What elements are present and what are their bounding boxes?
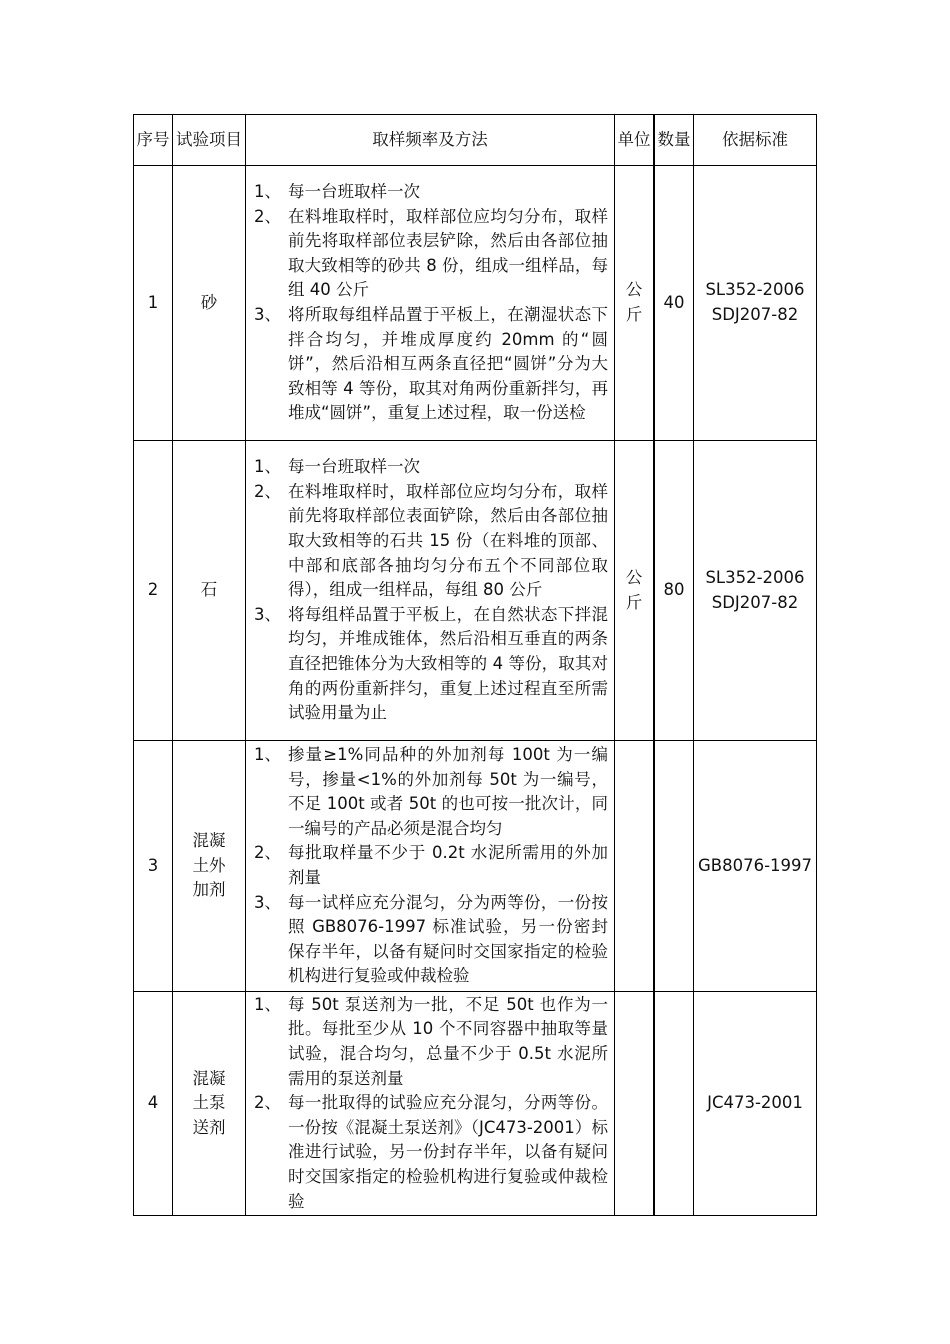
table-body — [134, 166, 817, 1216]
table-row — [134, 166, 817, 441]
method-steps — [246, 743, 614, 989]
cell-method — [246, 992, 615, 1216]
cell-method — [246, 166, 615, 441]
cell-item: 混凝土泵送剂 — [173, 992, 246, 1216]
standard-code: GB8076-1997 — [697, 855, 813, 875]
cell-unit — [615, 992, 655, 1216]
step-text: 将所取每组样品置于平板上，在潮湿状态下拌合均匀，并堆成厚度约 20mm 的“圆饼”，然后沿相互两条直径把“圆饼”分为大致相等 4 等份，取其对角两份重新拌匀，再堆成“圆饼”，重复上述过程，取一份送检 — [288, 305, 608, 423]
step-number: 1、 — [254, 457, 281, 477]
step-text: 每一台班取样一次 — [288, 457, 420, 477]
header-standard: 依据标准 — [694, 115, 817, 166]
cell-qty: 40 — [654, 166, 694, 441]
cell-method — [246, 441, 615, 741]
standard-code: SDJ207-82 — [711, 305, 799, 324]
cell-unit: 公斤 — [615, 166, 655, 441]
cell-seq: 4 — [134, 992, 173, 1216]
table-row — [134, 741, 817, 992]
method-step — [254, 841, 608, 890]
header-row — [134, 115, 817, 166]
cell-qty — [654, 741, 694, 992]
standard-code: SL352-2006 — [705, 280, 805, 300]
step-text: 在料堆取样时，取样部位应均匀分布，取样前先将取样部位表面铲除，然后由各部位抽取大致相等的石共 15 份（在料堆的顶部、中部和底部各抽均匀分布五个不同部位取得），组成一组样品，每组 80 公斤 — [288, 481, 608, 600]
standard-code: SDJ207-82 — [711, 592, 799, 612]
step-text: 在料堆取样时，取样部位应均匀分布，取样前先将取样部位表层铲除，然后由各部位抽取大致相等的砂共 8 份，组成一组样品，每组 40 公斤 — [288, 206, 608, 300]
method-step — [254, 205, 608, 303]
step-number: 2、 — [254, 1093, 281, 1113]
step-text: 每一台班取样一次 — [288, 182, 420, 202]
step-number: 2、 — [254, 206, 281, 226]
method-steps — [246, 455, 614, 726]
header-seq: 序号 — [134, 115, 173, 166]
step-number: 1、 — [254, 745, 281, 765]
step-text: 每一批取得的试验应充分混匀，分两等份。一份按《混凝土泵送剂》（JC473-2001）标准进行试验，另一份封存半年，以备有疑问时交国家指定的检验机构进行复验或仲裁检验 — [288, 1093, 608, 1211]
table-row — [134, 992, 817, 1216]
method-step — [254, 180, 608, 205]
method-step — [254, 480, 608, 603]
cell-standard — [694, 992, 817, 1216]
step-number: 2、 — [254, 481, 281, 501]
cell-seq: 3 — [134, 741, 173, 992]
step-number: 3、 — [254, 604, 281, 624]
method-step — [254, 303, 608, 426]
method-step — [254, 993, 608, 1091]
cell-standard — [694, 441, 817, 741]
cell-method — [246, 741, 615, 992]
method-step — [254, 743, 608, 841]
cell-item: 混凝土外加剂 — [173, 741, 246, 992]
step-text: 掺量≥1%同品种的外加剂每 100t 为一编号，掺量<1%的外加剂每 50t 为一编号，不足 100t 或者 50t 的也可按一批次计，同一编号的产品必须是混合均匀 — [288, 745, 608, 838]
standard-code: SL352-2006 — [705, 567, 805, 587]
cell-unit — [615, 741, 655, 992]
cell-seq: 1 — [134, 166, 173, 441]
step-text: 将每组样品置于平板上，在自然状态下拌混均匀，并堆成锥体，然后沿相互垂直的两条直径把锥体分为大致相等的 4 等份，取其对角的两份重新拌匀，重复上述过程直至所需试验用量为止 — [288, 604, 608, 723]
cell-item: 砂 — [173, 166, 246, 441]
cell-item: 石 — [173, 441, 246, 741]
standard-code: JC473-2001 — [707, 1093, 803, 1113]
method-steps — [246, 993, 614, 1214]
method-steps — [246, 180, 614, 426]
cell-qty: 80 — [654, 441, 694, 741]
cell-unit: 公斤 — [615, 441, 655, 741]
cell-standard — [694, 166, 817, 441]
cell-qty — [654, 992, 694, 1216]
step-number: 1、 — [254, 994, 281, 1014]
step-text: 每一试样应充分混匀，分为两等份，一份按照 GB8076-1997 标准试验，另一份密封保存半年，以备有疑问时交国家指定的检验机构进行复验或仲裁检验 — [288, 892, 608, 986]
step-number: 1、 — [254, 182, 281, 202]
sampling-table — [133, 114, 817, 1216]
table-row — [134, 441, 817, 741]
header-item: 试验项目 — [173, 115, 246, 166]
header-unit: 单位 — [615, 115, 655, 166]
method-step — [254, 455, 608, 480]
step-number: 2、 — [254, 843, 281, 863]
header-method: 取样频率及方法 — [246, 115, 615, 166]
cell-standard — [694, 741, 817, 992]
table-header — [134, 115, 817, 166]
step-text: 每批取样量不少于 0.2t 水泥所需用的外加剂量 — [288, 843, 608, 887]
method-step — [254, 891, 608, 989]
header-qty: 数量 — [654, 115, 694, 166]
step-number: 3、 — [254, 892, 281, 912]
step-number: 3、 — [254, 305, 281, 324]
method-step — [254, 1091, 608, 1214]
cell-seq: 2 — [134, 441, 173, 741]
step-text: 每 50t 泵送剂为一批，不足 50t 也作为一批。每批至少从 10 个不同容器中抽取等量试验，混合均匀，总量不少于 0.5t 水泥所需用的泵送剂量 — [288, 994, 608, 1088]
method-step — [254, 603, 608, 726]
